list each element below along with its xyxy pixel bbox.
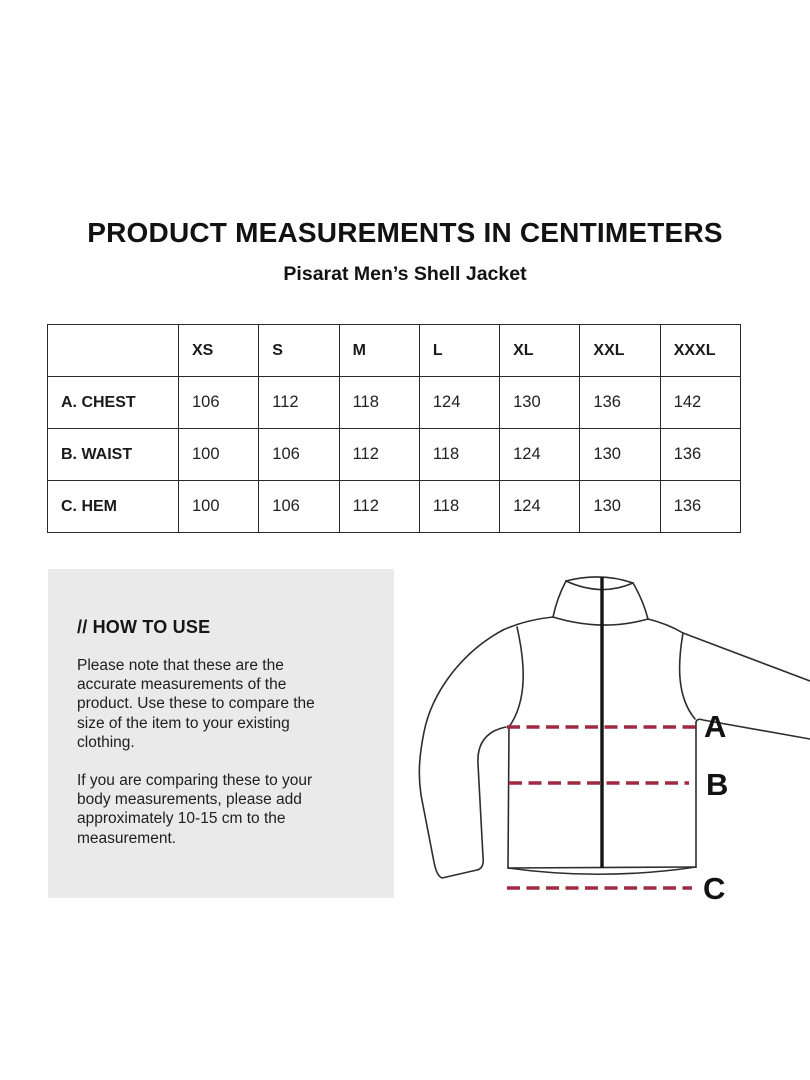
hem-xs: 100 bbox=[179, 481, 259, 533]
waist-xxxl: 136 bbox=[660, 429, 740, 481]
table-row-hem bbox=[48, 481, 741, 533]
hem-xl: 124 bbox=[500, 481, 580, 533]
product-name: Pisarat Men’s Shell Jacket bbox=[283, 263, 527, 285]
waist-m: 112 bbox=[339, 429, 419, 481]
waist-label: B bbox=[706, 767, 729, 802]
hem-xxl: 130 bbox=[580, 481, 660, 533]
chest-xxxl: 142 bbox=[660, 377, 740, 429]
page-title: PRODUCT MEASUREMENTS IN CENTIMETERS bbox=[87, 217, 723, 248]
size-col-header-xxxl: XXXL bbox=[660, 325, 740, 377]
table-header-row bbox=[48, 325, 741, 377]
chest-xs: 106 bbox=[179, 377, 259, 429]
hem-label: C bbox=[703, 871, 726, 906]
how-to-use-heading: // HOW TO USE bbox=[77, 617, 211, 637]
jacket-illustration bbox=[410, 555, 810, 920]
row-label-waist: B. WAIST bbox=[48, 429, 179, 481]
size-col-header-m: M bbox=[339, 325, 419, 377]
chest-label: A bbox=[704, 709, 727, 744]
size-col-header-xs: XS bbox=[179, 325, 259, 377]
how-to-use-panel bbox=[48, 569, 394, 898]
size-col-header-s: S bbox=[259, 325, 339, 377]
chest-xxl: 136 bbox=[580, 377, 660, 429]
waist-xs: 100 bbox=[179, 429, 259, 481]
table-row-waist bbox=[48, 429, 741, 481]
chest-m: 118 bbox=[339, 377, 419, 429]
hem-s: 106 bbox=[259, 481, 339, 533]
hem-m: 112 bbox=[339, 481, 419, 533]
corner-cell bbox=[48, 325, 179, 377]
waist-l: 118 bbox=[419, 429, 499, 481]
hem-l: 118 bbox=[419, 481, 499, 533]
waist-xl: 124 bbox=[500, 429, 580, 481]
chest-xl: 130 bbox=[500, 377, 580, 429]
chest-l: 124 bbox=[419, 377, 499, 429]
chest-s: 112 bbox=[259, 377, 339, 429]
hem-xxxl: 136 bbox=[660, 481, 740, 533]
size-col-header-l: L bbox=[419, 325, 499, 377]
size-col-header-xl: XL bbox=[500, 325, 580, 377]
waist-xxl: 130 bbox=[580, 429, 660, 481]
how-to-use-paragraph-1: Please note that these are the accurate measurements of the product. Use these to compare the size of the item to your existing clothing. bbox=[77, 657, 315, 751]
waist-s: 106 bbox=[259, 429, 339, 481]
how-to-use-paragraph-2: If you are comparing these to your body measurements, please add approximately 10-15 cm to the measurement. bbox=[77, 772, 313, 847]
row-label-hem: C. HEM bbox=[48, 481, 179, 533]
measurement-table bbox=[47, 324, 741, 533]
size-col-header-xxl: XXL bbox=[580, 325, 660, 377]
row-label-chest: A. CHEST bbox=[48, 377, 179, 429]
jacket-measurement-diagram bbox=[410, 555, 810, 920]
table-row-chest bbox=[48, 377, 741, 429]
